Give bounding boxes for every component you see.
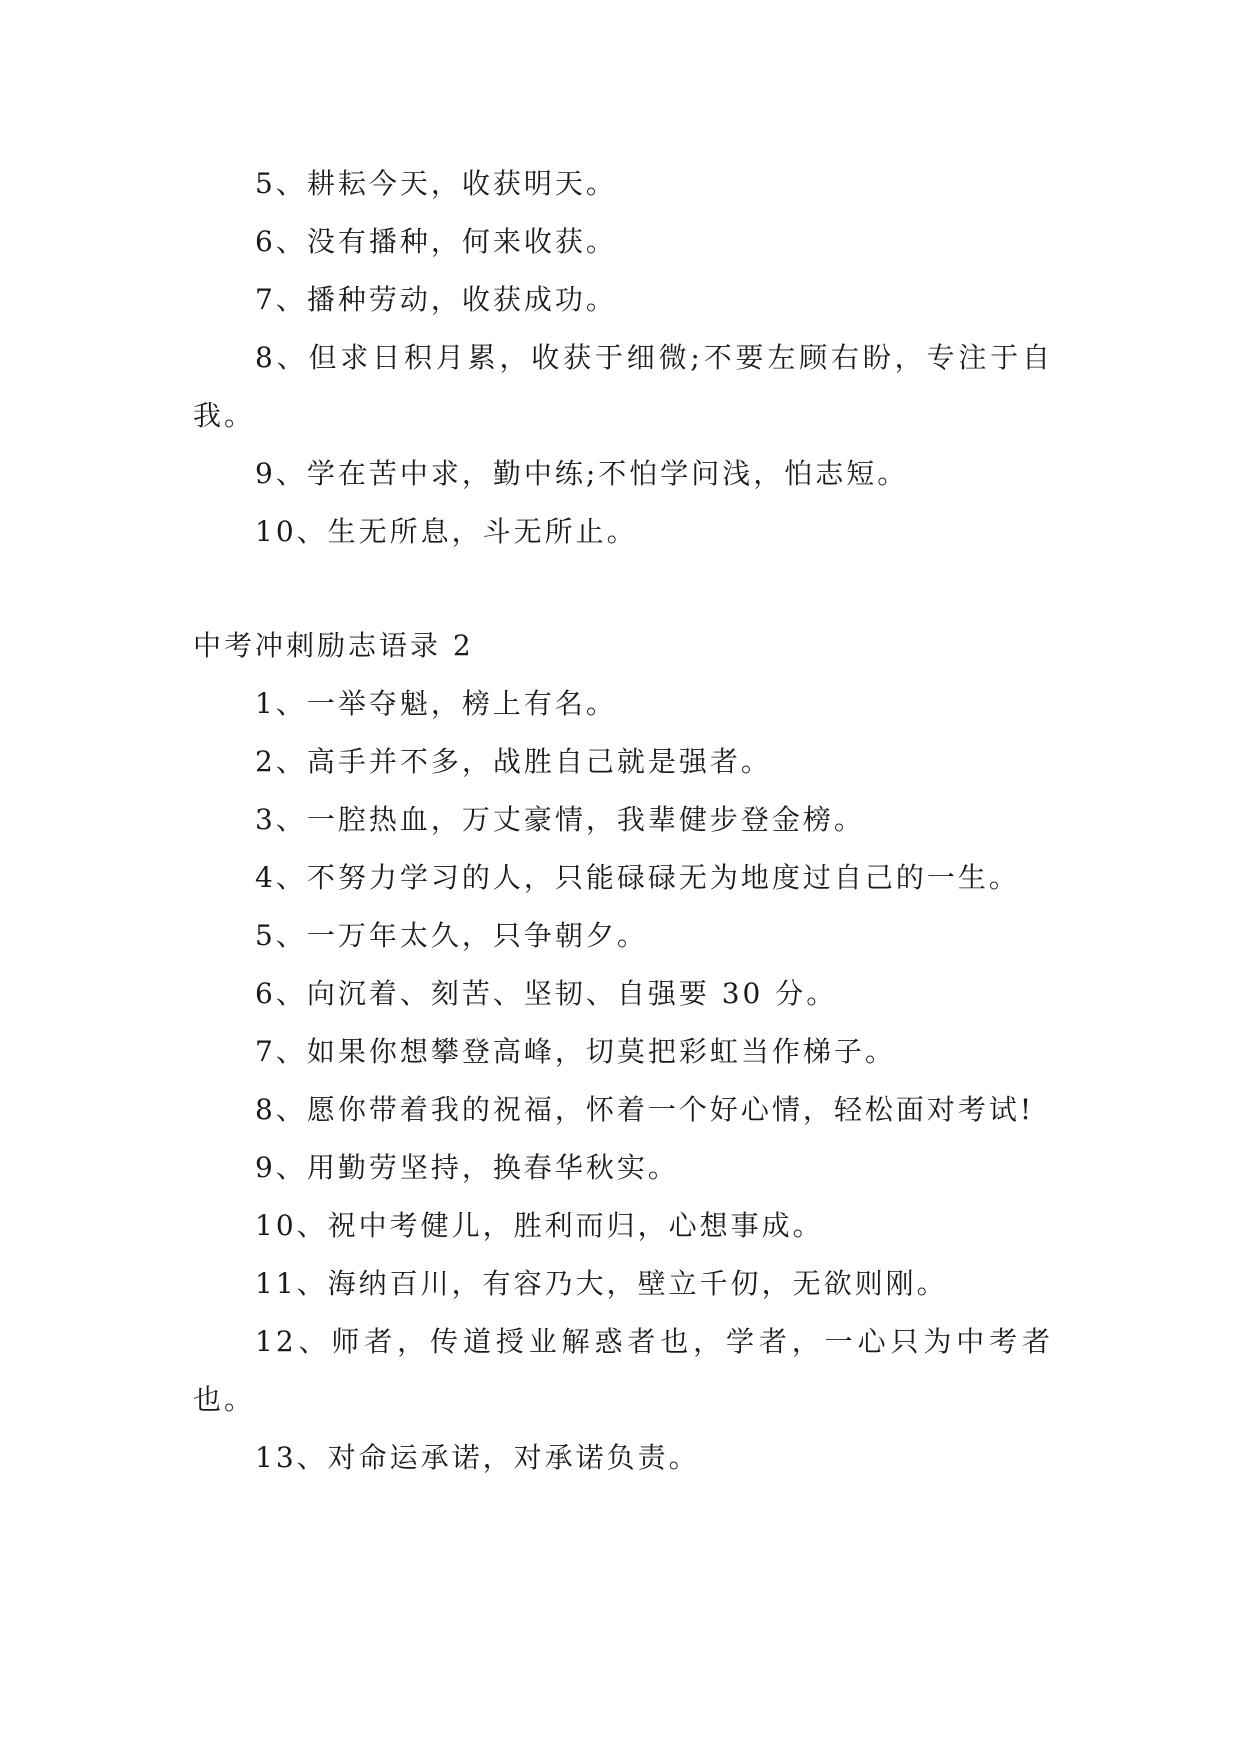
list-item: 5、耕耘今天，收获明天。	[255, 167, 617, 200]
list-item: 4、不努力学习的人，只能碌碌无为地度过自己的一生。	[255, 861, 1020, 894]
document-body	[193, 155, 1053, 1487]
list-item: 9、用勤劳坚持，换春华秋实。	[255, 1151, 679, 1184]
list-item: 13、对命运承诺，对承诺负责。	[255, 1441, 700, 1474]
list-item: 6、向沉着、刻苦、坚韧、自强要 30 分。	[255, 977, 838, 1010]
list-item: 7、播种劳动，收获成功。	[255, 283, 617, 316]
list-item: 5、一万年太久，只争朝夕。	[255, 919, 648, 952]
list-item: 2、高手并不多，战胜自己就是强者。	[255, 745, 772, 778]
list-item: 7、如果你想攀登高峰，切莫把彩虹当作梯子。	[255, 1035, 896, 1068]
list-item: 1、一举夺魁，榜上有名。	[255, 687, 617, 720]
list-item: 8、但求日积月累，收获于细微;不要左顾右盼，专注于自我。	[193, 341, 1053, 432]
list-item: 8、愿你带着我的祝福，怀着一个好心情，轻松面对考试!	[255, 1093, 1035, 1126]
list-item: 6、没有播种，何来收获。	[255, 225, 617, 258]
list-item: 3、一腔热血，万丈豪情，我辈健步登金榜。	[255, 803, 865, 836]
list-item: 12、师者，传道授业解惑者也，学者，一心只为中考者也。	[193, 1325, 1053, 1416]
section-gap	[193, 561, 1053, 617]
list-item: 11、海纳百川，有容乃大，壁立千仞，无欲则刚。	[255, 1267, 948, 1300]
list-item: 10、生无所息，斗无所止。	[255, 515, 638, 548]
list-item: 9、学在苦中求，勤中练;不怕学问浅，怕志短。	[255, 457, 909, 490]
list-item: 10、祝中考健儿，胜利而归，心想事成。	[255, 1209, 824, 1242]
section-heading: 中考冲刺励志语录 2	[193, 629, 474, 662]
